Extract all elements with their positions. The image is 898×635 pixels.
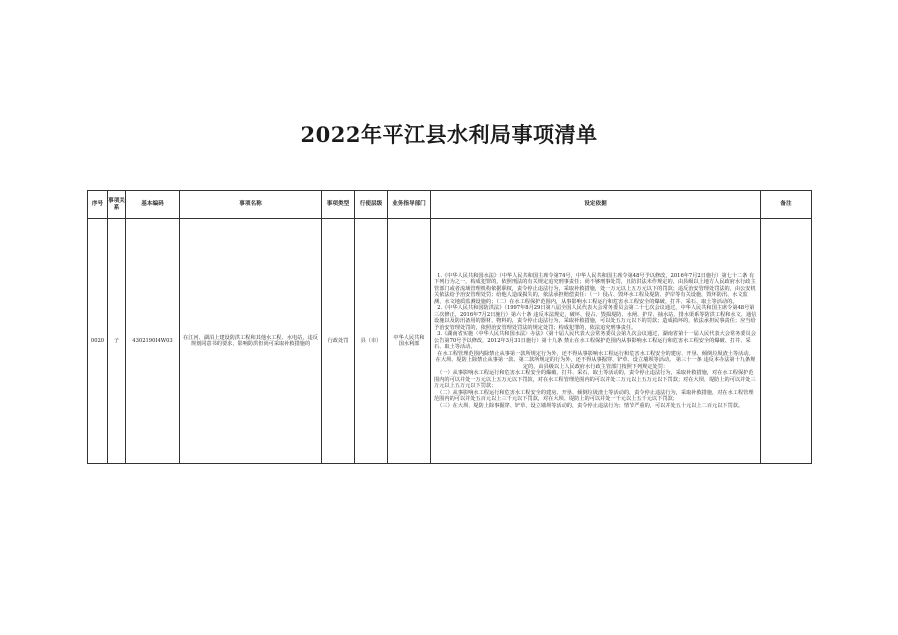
header-dept: 业务指导部门 [388,191,431,219]
basis-paragraph: （三）在大坝、堤防上除事掘穿、铲草、设立墙坝等活动的，责令停止违法行为；情节严重的，可以并处五十元以上二百元以下罚款。 [437,402,744,409]
cell-dept: 中华人民共和国水利部 [388,219,431,464]
cell-type: 行政处罚 [322,219,355,464]
cell-relation: 子 [108,219,126,464]
header-remark: 备注 [761,191,812,219]
header-name: 事项名称 [180,191,322,219]
basis-paragraph: 2.《中华人民共和国防洪法》（1997年8月29日第八届全国人民代表大会常务委员会第二十七次会议通过，中华人民共和国主席令第48号第三次修正，2016年7月2日施行）第六十条 违反本法规定，破坏、侵占、毁损堤防、水闸、护岸、抽水站、排水渠系等防洪工程和水文、通信设施以及防汛备用的器材、物料的，责令停止违法行为，采取补救措施，可以处五万元以下的罚款；造成损坏的，依法承担民事责任；应当给予治安管理处罚的，依照治安管理处罚法的规定处罚；构成犯罪的，依法追究刑事责任。 [434,305,757,331]
cell-remark [761,219,812,464]
matters-table [87,190,812,464]
table-row [88,219,812,464]
page-title: 2022年平江县水利局事项清单 [300,122,598,147]
cell-basis [431,219,761,464]
cell-level: 县（市） [355,219,388,464]
basis-paragraph: 1.《中华人民共和国水法》（中华人民共和国主席令第74号，中华人民共和国主席令第48号予以修改，2016年7月2日施行）第七十二条 有下列行为之一，构成犯罪的，依照刑法的有关规定追究刑事责任；尚不够刑事处罚，且防洪法未作规定的，由县级以上地方人民政府水行政主管部门或者流域管理机构依据职权，责令停止违法行为，采取补救措施，处一万元以上五万元以下的罚款；违反治安管理处罚法的，由公安机关依法给予治安管理处罚；给他人造成损失的，依法承担赔偿责任：（一）侵占、毁坏水工程及堤防、护岸等有关设施，毁坏防汛、水文监测、水文地质监测设施的；（二）在水工程保护范围内，从事影响水工程运行和危害水工程安全的爆破、打井、采石、取土等活动的。 [434,272,756,305]
table-header-row [88,191,812,219]
header-level: 行使层级 [355,191,388,219]
cell-seq: 0020 [88,219,108,464]
cell-name: 在江河、湖泊上建设防洪工程和其他水工程、水电站，违反规划同意书的要求，影响防洪但尚可采取补救措施的 [180,219,322,464]
header-relation: 事项关系 [108,191,126,219]
header-type: 事项类型 [322,191,355,219]
header-basis: 设定依据 [431,191,761,219]
basis-paragraph: 3.《湖南省实施〈中华人民共和国水法〉办法》（第十届人民代表大会常务委员会第九次会议通过，湖南省第十一届人民代表大会常务委员会公告第70号予以修改，2012年3月31日施行）第十九条 禁止在水工程保护范围内从事影响水工程运行和危害水工程安全的爆破、打井、采石、取土等活动。 [434,331,756,351]
basis-paragraph: （一）从事影响水工程运行和危害水工程安全的爆破、打井、采石、取土等活动的，责令停止违法行为，采取补救措施，对在水工程保护范围内的可以并处一万元以上五万元以下罚款，对在水工程管理范围内的可以并处二万元以上五万元以下罚款；对在大坝、堤防上的可以并处三万元以上五万元以下罚款； [434,370,756,390]
header-seq: 序号 [88,191,108,219]
basis-paragraph: 在大坝、堤防上除禁止从事第一款、第二款所规定的行为外，还不得从事掘穿、铲草、设立墙坝等活动。 第三十一条 违反本办法第十九条规定的，由县级以上人民政府水行政主管部门按照下列规定处罚： [435,357,756,370]
basis-paragraph: 在水工程管理范围内除禁止从事第一款所规定行为外，还不得从事影响水工程运行和危害水工程安全的建房、开垦、倾倒垃圾渣土等活动。 [437,350,754,357]
basis-paragraph: （二）从事影响水工程运行和危害水工程安全的建房、开垦、倾倒垃圾渣土等活动的，责令停止违法行为，采取补救措施，对在水工程管理范围内的可以并处五百元以上三千元以下罚款，对在大坝、堤防上的可以并处一千元以上五千元以下罚款； [434,389,754,403]
header-code: 基本编码 [126,191,180,219]
cell-code: 4302190I4W03 [126,219,180,464]
